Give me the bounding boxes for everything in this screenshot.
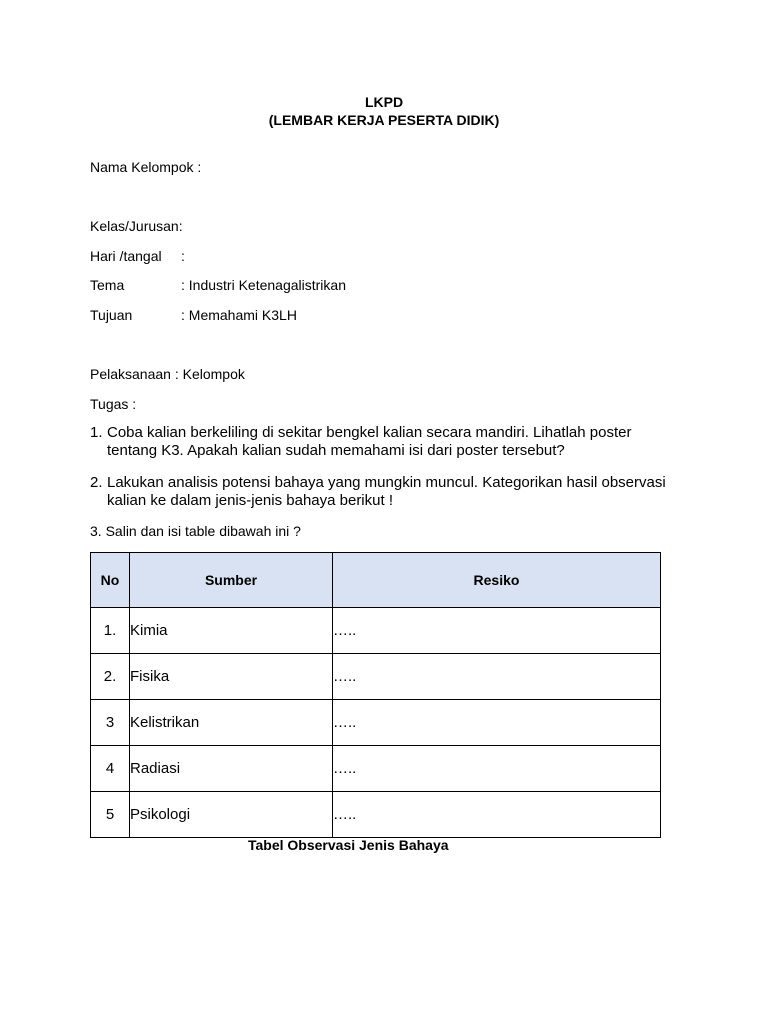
tujuan-label: Tujuan	[90, 307, 133, 323]
cell-no: 1.	[91, 608, 130, 654]
cell-sumber: Fisika	[130, 654, 333, 700]
cell-resiko: …..	[333, 746, 661, 792]
nama-kelompok-label: Nama Kelompok :	[90, 159, 202, 175]
cell-sumber: Radiasi	[130, 746, 333, 792]
task-item-1	[90, 424, 680, 460]
table-row	[91, 700, 661, 746]
task-number: 3.	[90, 523, 102, 539]
header-resiko: Resiko	[333, 553, 661, 608]
table-row	[91, 654, 661, 700]
cell-sumber: Kelistrikan	[130, 700, 333, 746]
table-header-row	[91, 553, 661, 608]
cell-no: 4	[91, 746, 130, 792]
cell-sumber: Kimia	[130, 608, 333, 654]
header-no: No	[91, 553, 130, 608]
tugas-label: Tugas :	[90, 396, 137, 412]
task-text: Coba kalian berkeliling di sekitar bengkel kalian secara mandiri. Lihatlah poster tentang K3. Apakah kalian sudah memahami isi dari poster tersebut?	[107, 424, 632, 459]
table-caption: Tabel Observasi Jenis Bahaya	[248, 837, 449, 853]
cell-no: 5	[91, 792, 130, 838]
task-text: Lakukan analisis potensi bahaya yang mungkin muncul. Kategorikan hasil observasi kalian ke dalam jenis-jenis bahaya berikut !	[107, 474, 666, 509]
cell-no: 3	[91, 700, 130, 746]
cell-no: 2.	[91, 654, 130, 700]
cell-resiko: …..	[333, 700, 661, 746]
tema-label: Tema	[90, 277, 125, 293]
task-item-2	[90, 474, 680, 510]
cell-resiko: …..	[333, 792, 661, 838]
document-title: LKPD	[364, 94, 404, 110]
cell-resiko: …..	[333, 654, 661, 700]
kelas-jurusan-label: Kelas/Jurusan:	[90, 218, 183, 234]
document-subtitle: (LEMBAR KERJA PESERTA DIDIK)	[268, 112, 500, 128]
observation-table	[90, 552, 661, 838]
table-row	[91, 608, 661, 654]
cell-resiko: …..	[333, 608, 661, 654]
pelaksanaan-label: Pelaksanaan : Kelompok	[90, 366, 245, 382]
task-item-3	[90, 523, 301, 539]
task-number: 1.	[90, 424, 103, 441]
header-sumber: Sumber	[130, 553, 333, 608]
tema-value: : Industri Ketenagalistrikan	[181, 277, 346, 293]
task-number: 2.	[90, 474, 103, 491]
tujuan-value: : Memahami K3LH	[181, 307, 297, 323]
table-row	[91, 792, 661, 838]
task-text: Salin dan isi table dibawah ini ?	[105, 523, 301, 539]
cell-sumber: Psikologi	[130, 792, 333, 838]
table-row	[91, 746, 661, 792]
hari-tanggal-value: :	[181, 248, 185, 264]
hari-tanggal-label: Hari /tangal	[90, 248, 162, 264]
